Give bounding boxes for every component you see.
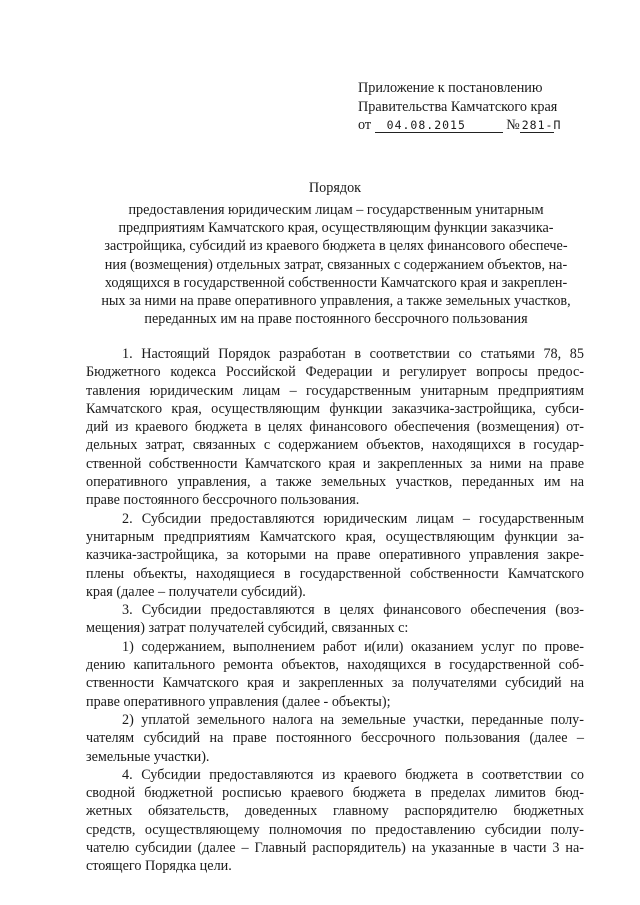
paragraph-3-item-2 (86, 711, 584, 766)
body-line: Бюджетного кодекса Российской Федерации и регулирует вопросы предос- (86, 364, 584, 381)
body-line: земельные участки). (86, 748, 210, 765)
document-title: Порядок (308, 180, 362, 196)
body-line: ственной собственности Камчатского края и закрепленных за ними на праве (86, 455, 584, 472)
body-line: средств, осуществляющему полномочия по предоставлению субсидии полу- (86, 821, 584, 838)
body-line: оперативного управления, а также земельных участков, переданных им на (86, 474, 584, 491)
subtitle-line: предприятиям Камчатского края, осуществляющим функции заказчика- (118, 220, 554, 237)
body-line: чателям субсидий на праве постоянного бессрочного пользования (далее – (86, 730, 584, 747)
appendix-date-line (358, 116, 628, 135)
subtitle-line: ходящихся в государственной собственности Камчатского края и закреплен- (104, 274, 568, 291)
body-line: мещения) затрат получателей субсидий, связанных с: (86, 620, 409, 637)
body-line: унитарным предприятиям Камчатского края, осуществляющим функции за- (86, 528, 584, 545)
body-line: плены объекты, находящиеся в государственной собственности Камчатского (86, 565, 584, 582)
paragraph-2 (86, 510, 584, 601)
body-line: края (далее – получатели субсидий). (86, 583, 306, 600)
body-line: жетных обязательств, доведенных главному распорядителю бюджетных (86, 803, 584, 820)
appendix-line-1: Приложение к постановлению (358, 80, 543, 96)
body-line: ственности Камчатского края и закрепленных за получателями субсидий на (86, 675, 584, 692)
body-line: дельных затрат, связанных с содержанием объектов, находящихся в государ- (86, 437, 584, 454)
subtitle-line: ных за ними на праве оперативного управления, а также земельных участков, (101, 293, 571, 310)
paragraph-1 (86, 345, 584, 510)
paragraph-4 (86, 766, 584, 876)
paragraph-3 (86, 601, 584, 638)
body-line: 1. Настоящий Порядок разработан в соответствии со статьями 78, 85 (122, 346, 584, 362)
body-line: праве оперативного управления (далее - объекты); (86, 693, 391, 710)
body-line: 3. Субсидии предоставляются в целях финансового обеспечения (воз- (122, 602, 584, 619)
body-line: 1) содержанием, выполнением работ и(или) оказанием услуг по прове- (122, 638, 584, 655)
appendix-line-2: Правительства Камчатского края (358, 98, 558, 115)
body-line: 4. Субсидии предоставляются из краевого бюджета в соответствии со (122, 766, 584, 783)
subtitle-line: застройщика, субсидий из краевого бюджета в целях финансового обеспече- (104, 238, 568, 255)
body-line: тавления юридическим лицам – государственным унитарным предприятиям (86, 382, 584, 399)
body-line: Камчатского края, осуществляющим функции заказчика-застройщика, субси- (86, 400, 584, 417)
decree-number: 281-П (521, 118, 562, 132)
document-body (86, 345, 584, 876)
document-subtitle (86, 201, 586, 328)
appendix-block (358, 79, 628, 135)
body-line: дий из краевого бюджета в целях финансового обеспечения (возмещения) от- (86, 419, 584, 436)
body-line: сводной бюджетной росписью краевого бюджета в пределах лимитов бюд- (86, 785, 584, 802)
decree-date: 04.08.2015 (386, 118, 466, 132)
number-label: № (506, 117, 520, 133)
subtitle-line: ния (возмещения) отдельных затрат, связанных с содержанием объектов, на- (104, 256, 568, 273)
subtitle-line: предоставления юридическим лицам – государственным унитарным (128, 202, 544, 218)
body-line: чателю субсидии (далее – Главный распорядитель) на указанные в части 3 на- (86, 840, 584, 857)
from-label: от (358, 117, 372, 133)
body-line: 2) уплатой земельного налога на земельные участки, переданные полу- (122, 711, 584, 728)
paragraph-3-item-1 (86, 638, 584, 711)
body-line: казчика-застройщика, за которыми на праве оперативного управления закре- (86, 547, 584, 564)
body-line: дению капитального ремонта объектов, находящихся в государственной соб- (86, 657, 584, 674)
body-line: стоящего Порядка цели. (86, 858, 232, 875)
subtitle-line: переданных им на праве постоянного бессрочного пользования (144, 311, 528, 328)
body-line: праве постоянного бессрочного пользования. (86, 492, 360, 509)
body-line: 2. Субсидии предоставляются юридическим лицам – государственным (122, 510, 584, 527)
